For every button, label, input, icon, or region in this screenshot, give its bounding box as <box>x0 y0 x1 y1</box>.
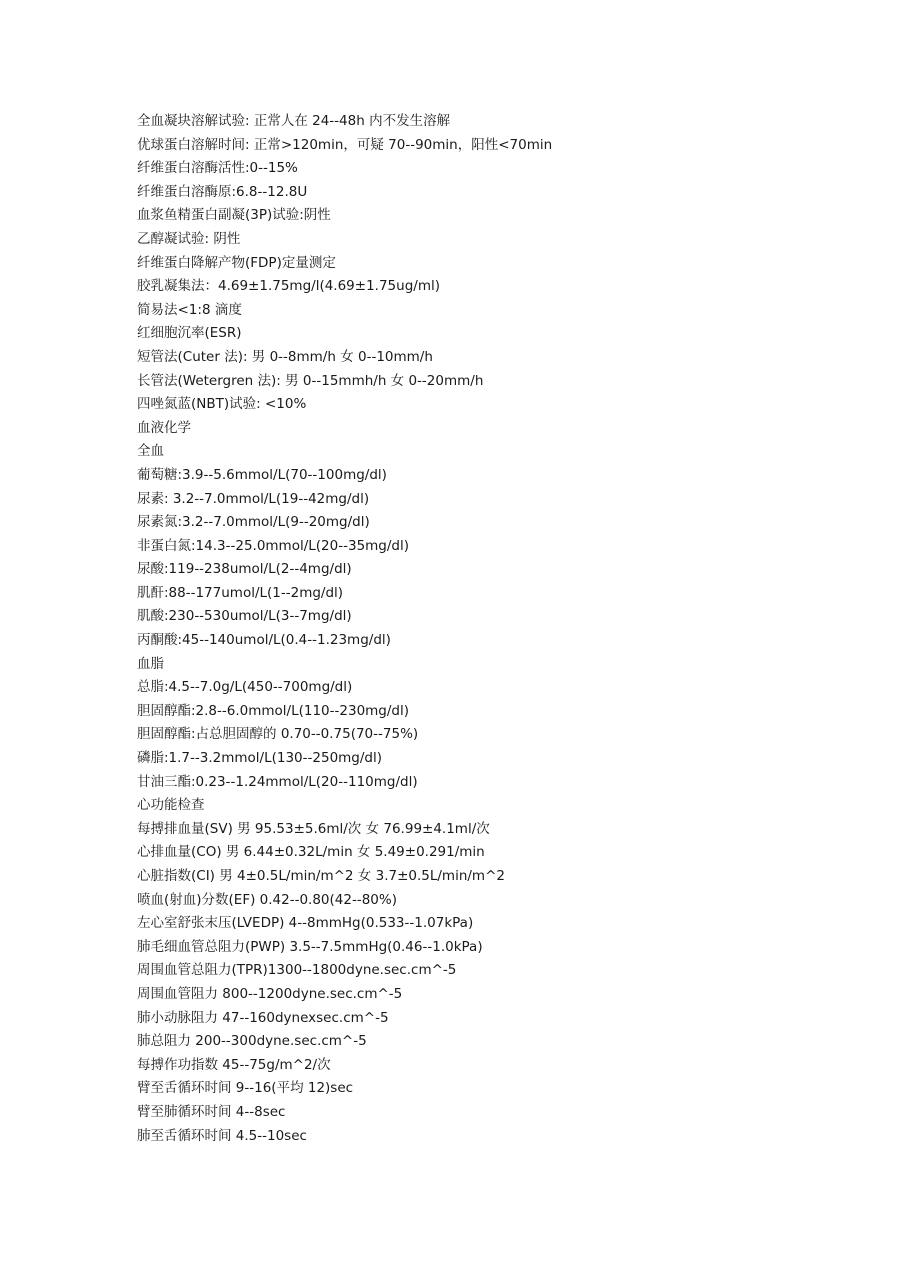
text-line: 胆固醇酯:占总胆固醇的 0.70--0.75(70--75%) <box>137 726 419 743</box>
text-line: 纤维蛋白溶酶活性:0--15% <box>137 160 298 177</box>
text-line: 总脂:4.5--7.0g/L(450--700mg/dl) <box>137 679 353 696</box>
text-line: 左心室舒张末压(LVEDP) 4--8mmHg(0.533--1.07kPa) <box>137 915 474 932</box>
text-line: 臂至肺循环时间 4--8sec <box>137 1103 286 1120</box>
text-line: 丙酮酸:45--140umol/L(0.4--1.23mg/dl) <box>137 632 391 649</box>
text-line: 胆固醇酯:2.8--6.0mmol/L(110--230mg/dl) <box>137 702 410 719</box>
text-line: 心脏指数(CI) 男 4±0.5L/min/m^2 女 3.7±0.5L/min/m^2 <box>137 868 505 884</box>
text-line: 尿酸:119--238umol/L(2--4mg/dl) <box>137 561 352 578</box>
text-line: 全血凝块溶解试验: 正常人在 24--48h 内不发生溶解 <box>137 113 451 129</box>
text-line: 乙醇凝试验: 阴性 <box>137 230 241 247</box>
text-line: 葡萄糖:3.9--5.6mmol/L(70--100mg/dl) <box>137 466 387 483</box>
text-line: 非蛋白氮:14.3--25.0mmol/L(20--35mg/dl) <box>137 537 410 554</box>
text-line: 周围血管总阻力(TPR)1300--1800dyne.sec.cm^-5 <box>137 962 457 979</box>
text-line: 喷血(射血)分数(EF) 0.42--0.80(42--80%) <box>137 891 397 908</box>
text-line: 尿素氮:3.2--7.0mmol/L(9--20mg/dl) <box>137 514 370 531</box>
text-line: 简易法<1:8 滴度 <box>137 301 242 318</box>
section-heading: 血液化学 <box>137 419 191 436</box>
text-line: 纤维蛋白降解产物(FDP)定量测定 <box>137 254 336 271</box>
text-line: 每搏作功指数 45--75g/m^2/次 <box>137 1056 331 1073</box>
reference-values-text <box>137 110 857 1148</box>
text-line: 四唑氮蓝(NBT)试验: <10% <box>137 396 307 413</box>
section-heading: 全血 <box>137 443 164 460</box>
text-line: 肺总阻力 200--300dyne.sec.cm^-5 <box>137 1033 367 1050</box>
text-line: 肺小动脉阻力 47--160dynexsec.cm^-5 <box>137 1009 389 1026</box>
text-line: 心排血量(CO) 男 6.44±0.32L/min 女 5.49±0.291/min <box>137 844 485 861</box>
text-line: 长管法(Wetergren 法): 男 0--15mmh/h 女 0--20mm/h <box>137 372 484 389</box>
text-line: 肌酐:88--177umol/L(1--2mg/dl) <box>137 584 344 601</box>
text-line: 周围血管阻力 800--1200dyne.sec.cm^-5 <box>137 985 403 1002</box>
text-line: 臂至舌循环时间 9--16(平均 12)sec <box>137 1080 354 1097</box>
text-line: 血浆鱼精蛋白副凝(3P)试验:阴性 <box>137 207 331 224</box>
section-heading: 心功能检查 <box>137 797 205 814</box>
section-heading: 血脂 <box>137 655 164 672</box>
text-line: 红细胞沉率(ESR) <box>137 325 242 342</box>
text-line: 磷脂:1.7--3.2mmol/L(130--250mg/dl) <box>137 750 383 767</box>
text-line: 纤维蛋白溶酶原:6.8--12.8U <box>137 183 308 200</box>
text-line: 尿素: 3.2--7.0mmol/L(19--42mg/dl) <box>137 490 370 507</box>
text-line: 甘油三酯:0.23--1.24mmol/L(20--110mg/dl) <box>137 773 418 790</box>
text-line: 肌酸:230--530umol/L(3--7mg/dl) <box>137 608 352 625</box>
text-line: 胶乳凝集法：4.69±1.75mg/l(4.69±1.75ug/ml) <box>137 278 440 295</box>
text-line: 短管法(Cuter 法): 男 0--8mm/h 女 0--10mm/h <box>137 348 433 365</box>
text-line: 优球蛋白溶解时间: 正常>120min，可疑 70--90min，阳性<70min <box>137 136 553 153</box>
text-line: 肺毛细血管总阻力(PWP) 3.5--7.5mmHg(0.46--1.0kPa) <box>137 938 483 955</box>
text-line: 肺至舌循环时间 4.5--10sec <box>137 1127 307 1144</box>
text-line: 每搏排血量(SV) 男 95.53±5.6ml/次 女 76.99±4.1ml/次 <box>137 820 490 837</box>
